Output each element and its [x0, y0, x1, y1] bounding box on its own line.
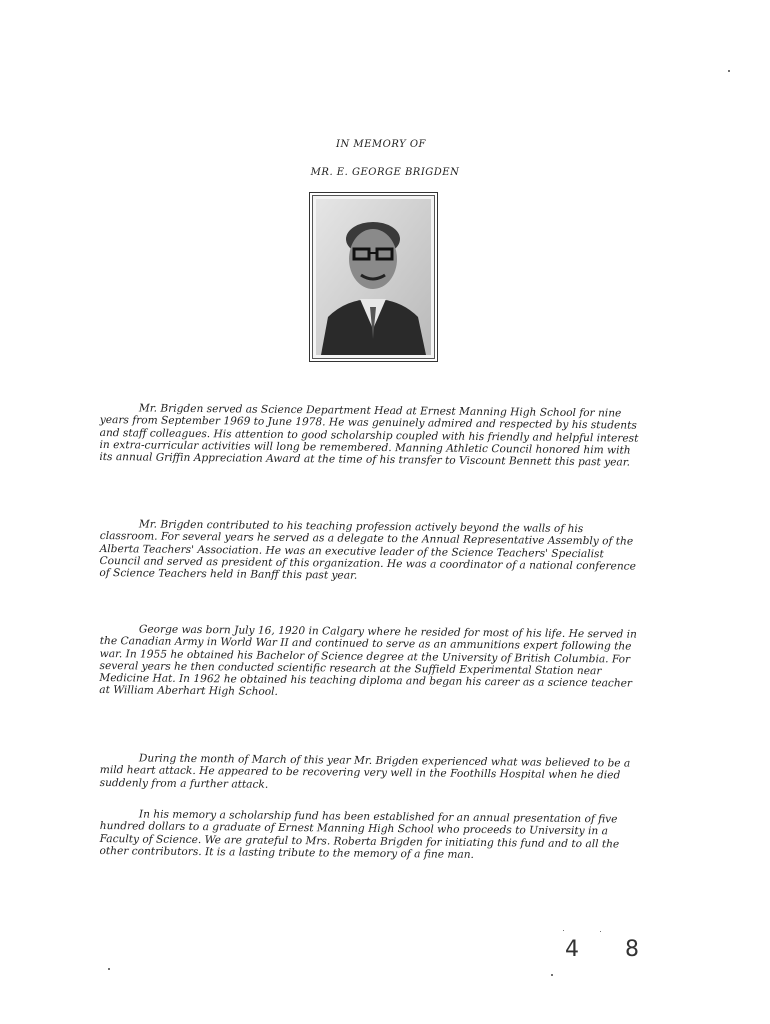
- scan-speck: [108, 968, 110, 970]
- scan-speck: [728, 70, 730, 72]
- portrait-photo: [309, 192, 438, 362]
- page-number-right: 8: [625, 937, 639, 962]
- honoree-name: MR. E. GEORGE BRIGDEN: [310, 167, 460, 178]
- paragraph-profession: Mr. Brigden contributed to his teaching profession actively beyond the walls of his classroom. For several years he served as a delegate to the Annual Representative Assembly of the Alberta Teachers' Association. He was an executive leader of the Science Teachers' Specialist Council and served as president of this organization. He was a coordinator of a national conference of Science Teachers held in Banff this past year.: [99, 518, 636, 582]
- paragraph-passing: During the month of March of this year Mr. Brigden experienced what was believed to be a mild heart attack. He appeared to be recovering very well in the Foothills Hospital when he died suddenly from a further attack.: [99, 752, 631, 791]
- paragraph-service: Mr. Brigden served as Science Department Head at Ernest Manning High School for nine years from September 1969 to June 1978. He was genuinely admired and respected by his students and staff colleagues. His attention to good scholarship coupled with his friendly and helpful interest in extra-curricular activities will long be remembered. Manning Athletic Council honored him with its annual Griffin Appreciation Award at the time of his transfer to Viscount Bennett this past year.: [99, 402, 639, 469]
- paragraph-scholarship: In his memory a scholarship fund has been established for an annual presentation of five hundred dollars to a graduate of Ernest Manning High School who proceeds to University in a Faculty of Science. We are grateful to Mrs. Roberta Brigden for initiating this fund and to all the other contributors. It is a lasting tribute to the memory of a fine man.: [99, 808, 620, 861]
- memorial-heading: IN MEMORY OF: [336, 139, 426, 150]
- paragraph-biography: George was born July 16, 1920 in Calgary where he resided for most of his life. He served in the Canadian Army in World War II and continued to serve as an ammunitions expert following the war. In 1955 he obtained his Bachelor of Science degree at the University of British Columbia. For several years he then conducted scientific research at the Suffield Experimental Station near Medicine Hat. In 1962 he obtained his teaching diploma and began his career as a science teacher at William Aberhart High School.: [99, 623, 637, 699]
- portrait-image: [316, 199, 431, 355]
- scan-speck: [551, 974, 553, 976]
- scan-speck: [600, 931, 601, 932]
- page-number-left: 4: [565, 937, 579, 962]
- scan-speck: [563, 930, 564, 931]
